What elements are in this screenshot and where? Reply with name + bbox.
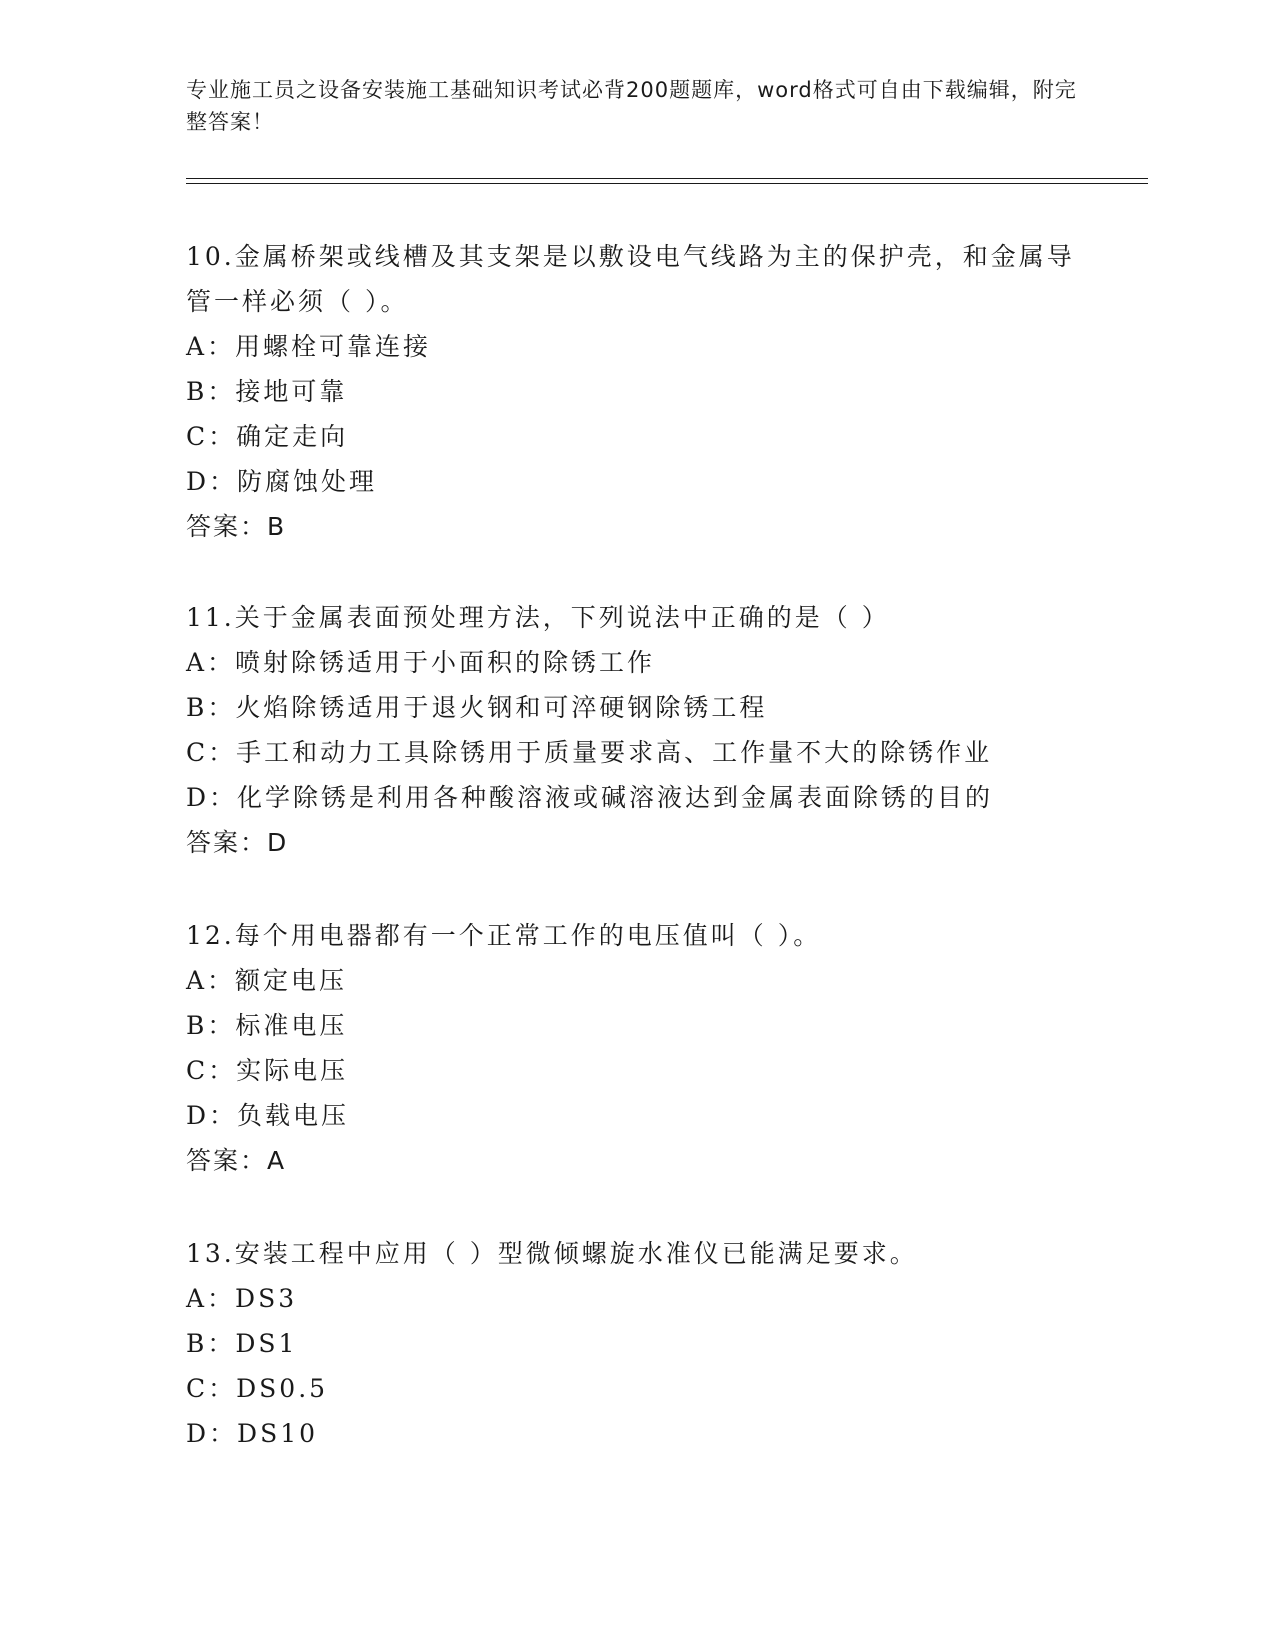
question-stem: 11.关于金属表面预处理方法，下列说法中正确的是（ ） bbox=[186, 603, 890, 632]
question-12 bbox=[186, 913, 1086, 1184]
answer: 答案：B bbox=[186, 512, 287, 541]
header-divider-top bbox=[186, 178, 1148, 179]
header-divider-bottom bbox=[186, 183, 1148, 184]
option-b: B：火焰除锈适用于退火钢和可淬硬钢除锈工程 bbox=[186, 693, 768, 722]
option-a: A：喷射除锈适用于小面积的除锈工作 bbox=[186, 648, 656, 677]
question-stem: 13.安装工程中应用（ ）型微倾螺旋水准仪已能满足要求。 bbox=[186, 1239, 918, 1268]
option-b: B：DS1 bbox=[186, 1329, 298, 1358]
question-10 bbox=[186, 234, 1086, 550]
option-a: A：额定电压 bbox=[186, 966, 348, 995]
option-d: D：DS10 bbox=[186, 1419, 319, 1448]
option-c: C：实际电压 bbox=[186, 1056, 349, 1085]
question-13 bbox=[186, 1231, 1086, 1456]
option-d: D：化学除锈是利用各种酸溶液或碱溶液达到金属表面除锈的目的 bbox=[186, 783, 994, 812]
option-b: B：标准电压 bbox=[186, 1011, 348, 1040]
option-b: B：接地可靠 bbox=[186, 377, 348, 406]
option-c: C：手工和动力工具除锈用于质量要求高、工作量不大的除锈作业 bbox=[186, 738, 993, 767]
option-a: A：用螺栓可靠连接 bbox=[186, 332, 432, 361]
option-c: C：确定走向 bbox=[186, 422, 349, 451]
option-d: D：负载电压 bbox=[186, 1101, 350, 1130]
option-d: D：防腐蚀处理 bbox=[186, 467, 378, 496]
question-stem: 10.金属桥架或线槽及其支架是以敷设电气线路为主的保护壳，和金属导管一样必须（ ）。 bbox=[186, 242, 1075, 316]
answer: 答案：D bbox=[186, 828, 289, 857]
question-stem: 12.每个用电器都有一个正常工作的电压值叫（ ）。 bbox=[186, 921, 822, 950]
question-11 bbox=[186, 595, 1086, 866]
answer: 答案：A bbox=[186, 1146, 287, 1175]
option-a: A：DS3 bbox=[186, 1284, 298, 1313]
document-header: 专业施工员之设备安装施工基础知识考试必背200题题库，word格式可自由下载编辑，附完整答案！ bbox=[186, 78, 1077, 134]
option-c: C：DS0.5 bbox=[186, 1374, 329, 1403]
